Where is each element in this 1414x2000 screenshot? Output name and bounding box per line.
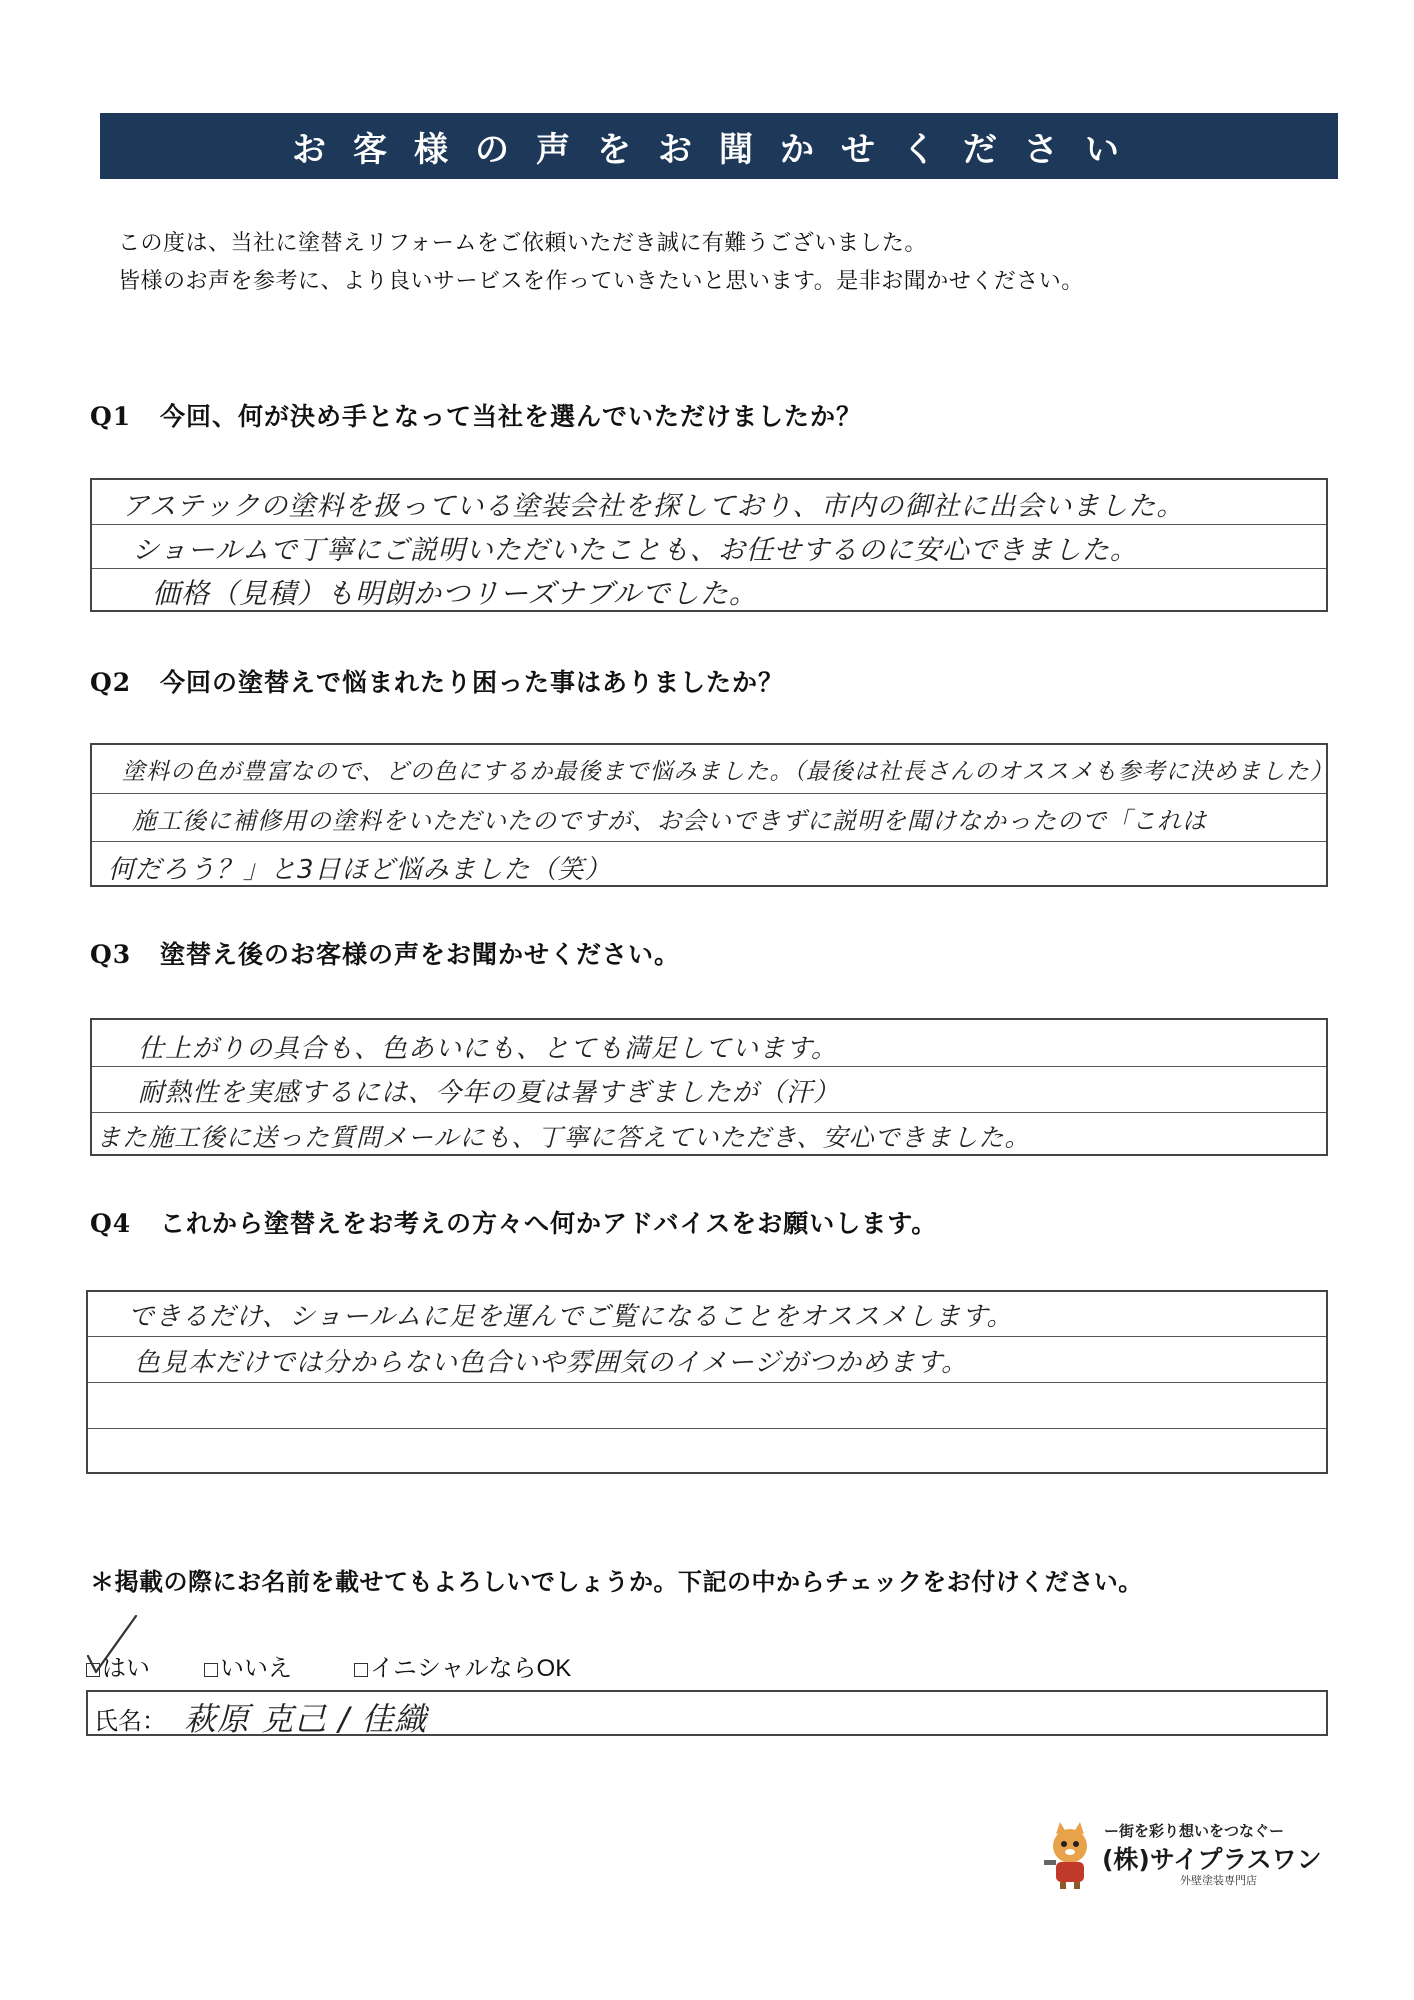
option-yes-label: はい [102, 1655, 150, 1682]
answer-text: ショールムで丁寧にご説明いただいたことも、お任せするのに安心できました。 [132, 535, 1138, 566]
answer-box-2 [90, 743, 1334, 887]
ruled-line [92, 1066, 1326, 1067]
logo-company-name: (株)サイプラスワン [1102, 1845, 1322, 1874]
answer-text: できるだけ、ショールムに足を運んでご覧になることをオススメします。 [128, 1302, 1014, 1332]
question-text: 今回の塗替えで悩まれたり困った事はありましたか？ [160, 668, 785, 697]
answer-text: 施工後に補修用の塗料をいただいたのですが、お会いできずに説明を聞けなかったので「これは [132, 807, 1207, 835]
answer-text: 塗料の色が豊富なので、どの色にするか最後まで悩みました。（最後は社長さんのオススメも参考に決めました） [122, 759, 1334, 785]
checkbox-icon[interactable] [354, 1663, 368, 1677]
answer-text: また施工後に送った質問メールにも、丁寧に答えていただき、安心できました。 [96, 1123, 1031, 1152]
logo-tagline: ー街を彩り想いをつなぐー [1104, 1822, 1285, 1840]
company-logo [1040, 1820, 1320, 1892]
option-no[interactable] [204, 1648, 292, 1683]
option-yes[interactable] [86, 1648, 150, 1683]
ruled-line [92, 1112, 1326, 1113]
answer-text: アステックの塗料を扱っている塗装会社を探しており、市内の御社に出会いました。 [122, 491, 1185, 522]
question-1 [90, 397, 862, 433]
option-initials-label: イニシャルならOK [370, 1655, 572, 1682]
ruled-line [88, 1336, 1326, 1337]
question-2 [90, 663, 784, 699]
answer-box-4 [86, 1290, 1328, 1474]
intro-line-2: 皆様のお声を参考に、より良いサービスを作っていきたいと思います。是非お聞かせください。 [118, 269, 1084, 294]
question-text: これから塗替えをお考えの方々へ何かアドバイスをお願いします。 [160, 1209, 938, 1238]
name-label: 氏名： [94, 1708, 166, 1735]
answer-text: 仕上がりの具合も、色あいにも、とても満足しています。 [138, 1034, 838, 1064]
checkbox-icon[interactable] [204, 1663, 218, 1677]
name-field[interactable] [86, 1690, 1328, 1736]
answer-text: 色見本だけでは分からない色合いや雰囲気のイメージがつかめます。 [134, 1348, 969, 1378]
question-4 [90, 1204, 937, 1240]
question-number: Q4 [90, 1209, 132, 1238]
question-number: Q2 [90, 668, 132, 697]
ruled-line [88, 1382, 1326, 1383]
logo-subtitle: 外壁塗装専門店 [1180, 1874, 1257, 1887]
option-initials[interactable] [354, 1648, 571, 1683]
ruled-line [88, 1428, 1326, 1429]
ruled-line [92, 793, 1326, 794]
question-number: Q1 [90, 402, 132, 431]
publish-note: ＊掲載の際にお名前を載せてもよろしいでしょうか。下記の中からチェックをお付けください。 [90, 1567, 1143, 1596]
name-value: 萩原 克己 / 佳織 [184, 1700, 428, 1738]
answer-box-1 [90, 478, 1328, 612]
mascot-icon [1040, 1820, 1100, 1890]
intro-line-1: この度は、当社に塗替えリフォームをご依頼いただき誠に有難うございました。 [118, 231, 927, 256]
ruled-line [92, 841, 1326, 842]
answer-text: 何だろう？」と3日ほど悩みました（笑） [108, 855, 612, 885]
ruled-line [92, 524, 1326, 525]
answer-text: 耐熱性を実感するには、今年の夏は暑すぎましたが（汗） [138, 1078, 841, 1108]
answer-box-3 [90, 1018, 1328, 1156]
question-3 [90, 935, 680, 971]
page-title: お客様の声をお聞かせください [100, 113, 1338, 179]
option-no-label: いいえ [220, 1655, 292, 1682]
checkbox-icon[interactable] [86, 1663, 100, 1677]
answer-text: 価格（見積）も明朗かつリーズナブルでした。 [152, 577, 758, 610]
question-text: 今回、何が決め手となって当社を選んでいただけましたか？ [160, 402, 863, 431]
question-number: Q3 [90, 940, 132, 969]
question-text: 塗替え後のお客様の声をお聞かせください。 [160, 940, 681, 969]
ruled-line [92, 568, 1326, 569]
